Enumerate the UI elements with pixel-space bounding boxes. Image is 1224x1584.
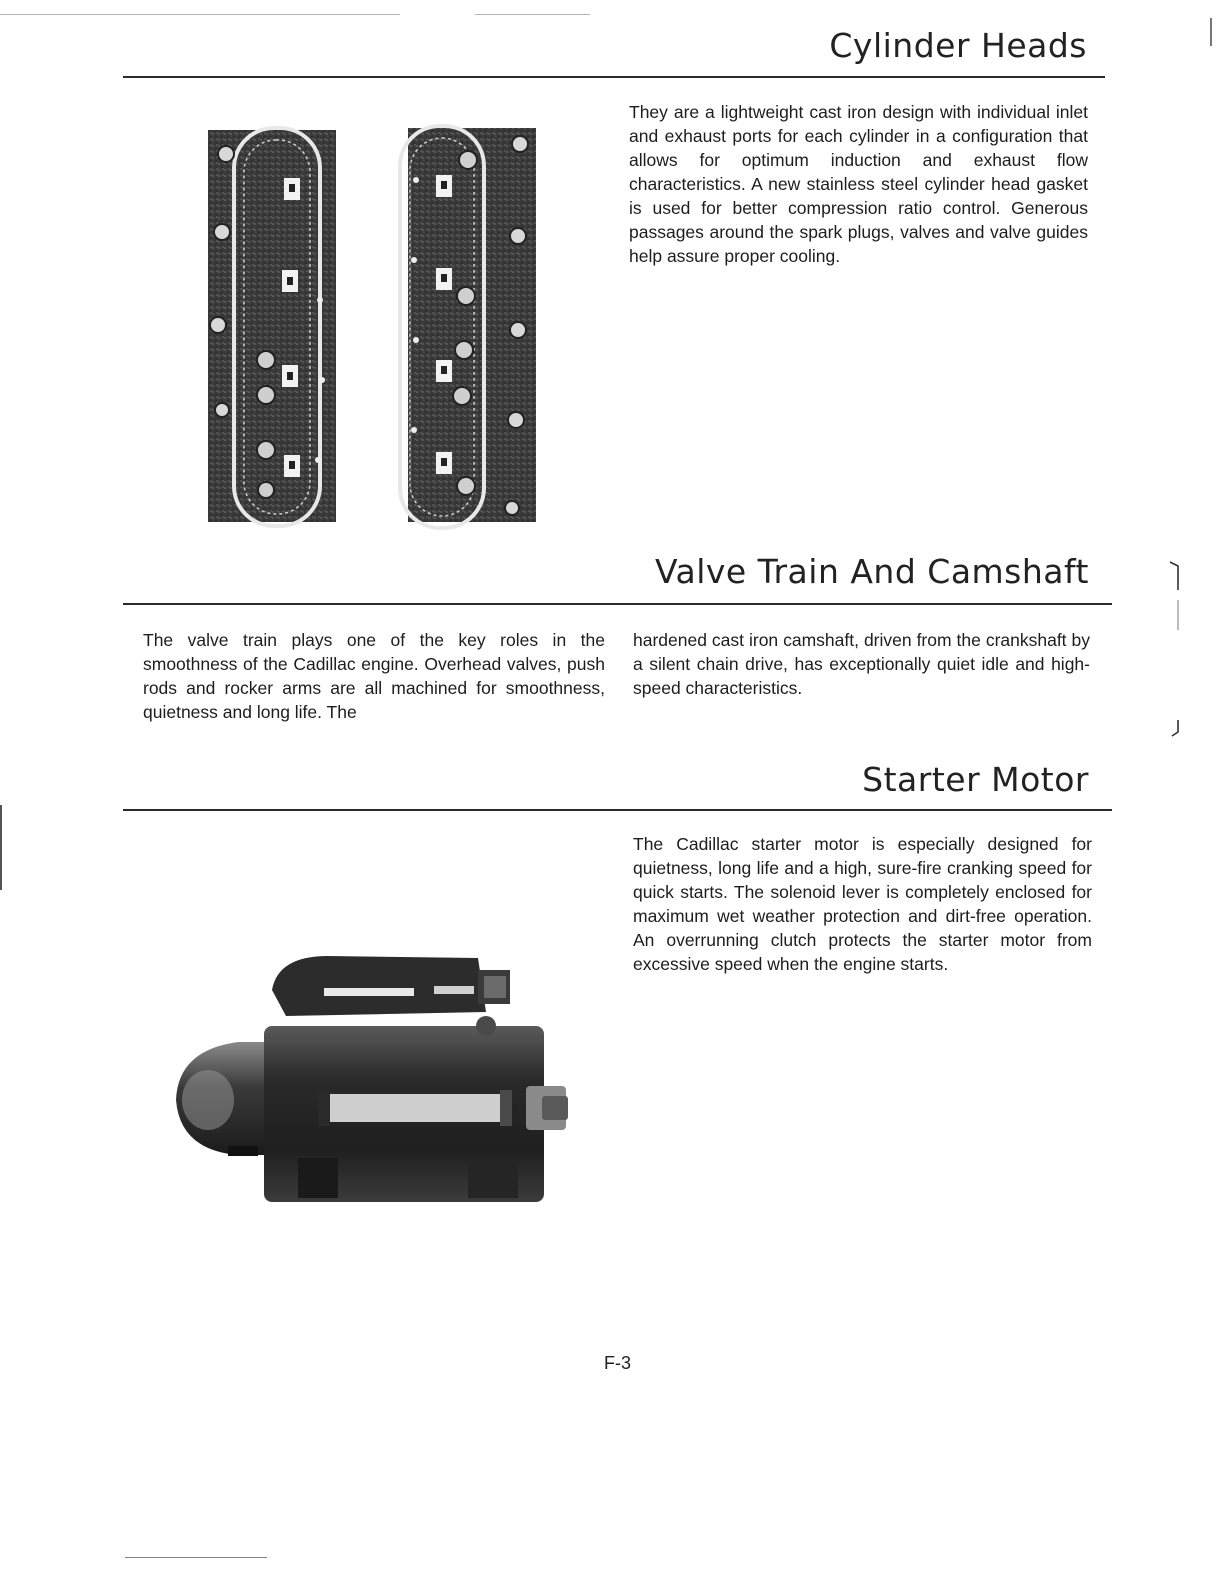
cylinder-heads-heading: Cylinder Heads <box>829 26 1087 65</box>
margin-bracket-mark <box>1168 560 1182 740</box>
valve-train-text-right: hardened cast iron camshaft, driven from the crankshaft by a silent chain drive, has exceptionally quiet idle and high-speed characteristics. <box>633 630 1090 698</box>
left-cylinder-head <box>208 128 336 526</box>
scan-artifact-line <box>475 14 590 15</box>
scan-artifact-mark <box>1210 18 1212 46</box>
starter-motor-rule <box>123 809 1112 811</box>
valve-train-heading: Valve Train And Camshaft <box>654 552 1089 591</box>
cylinder-heads-rule <box>123 76 1105 78</box>
starter-part-number-mark: 9 <box>512 1102 519 1115</box>
scan-artifact-line <box>125 1557 267 1558</box>
cylinder-heads-text: They are a lightweight cast iron design with individual inlet and exhaust ports for each cylinder in a configuration that allows for optimum induction and exhaust flow characteristics. A new stainless steel cylinder head gasket is used for better compression ratio control. Generous passages around the spark plugs, valves and valve guides help assure proper cooling. <box>629 102 1088 266</box>
cylinder-heads-photo <box>200 120 545 532</box>
right-cylinder-head <box>400 126 536 528</box>
starter-motor-photo <box>168 950 573 1208</box>
scan-artifact-line <box>0 14 400 15</box>
page-number: F-3 <box>604 1353 631 1373</box>
valve-train-rule <box>123 603 1112 605</box>
starter-motor-text: The Cadillac starter motor is especially designed for quietness, long life and a high, sure-fire cranking speed for quick starts. The solenoid lever is completely enclosed for maximum wet weather protection and dirt-free operation. An overrunning clutch protects the starter motor from excessive speed when the engine starts. <box>633 834 1092 974</box>
valve-train-text-left: The valve train plays one of the key roles in the smoothness of the Cadillac engine. Overhead valves, push rods and rocker arms are all machined for smoothness, quietness and long life. The <box>143 630 605 722</box>
scan-artifact-mark <box>0 805 2 890</box>
starter-motor-heading: Starter Motor <box>862 760 1089 799</box>
